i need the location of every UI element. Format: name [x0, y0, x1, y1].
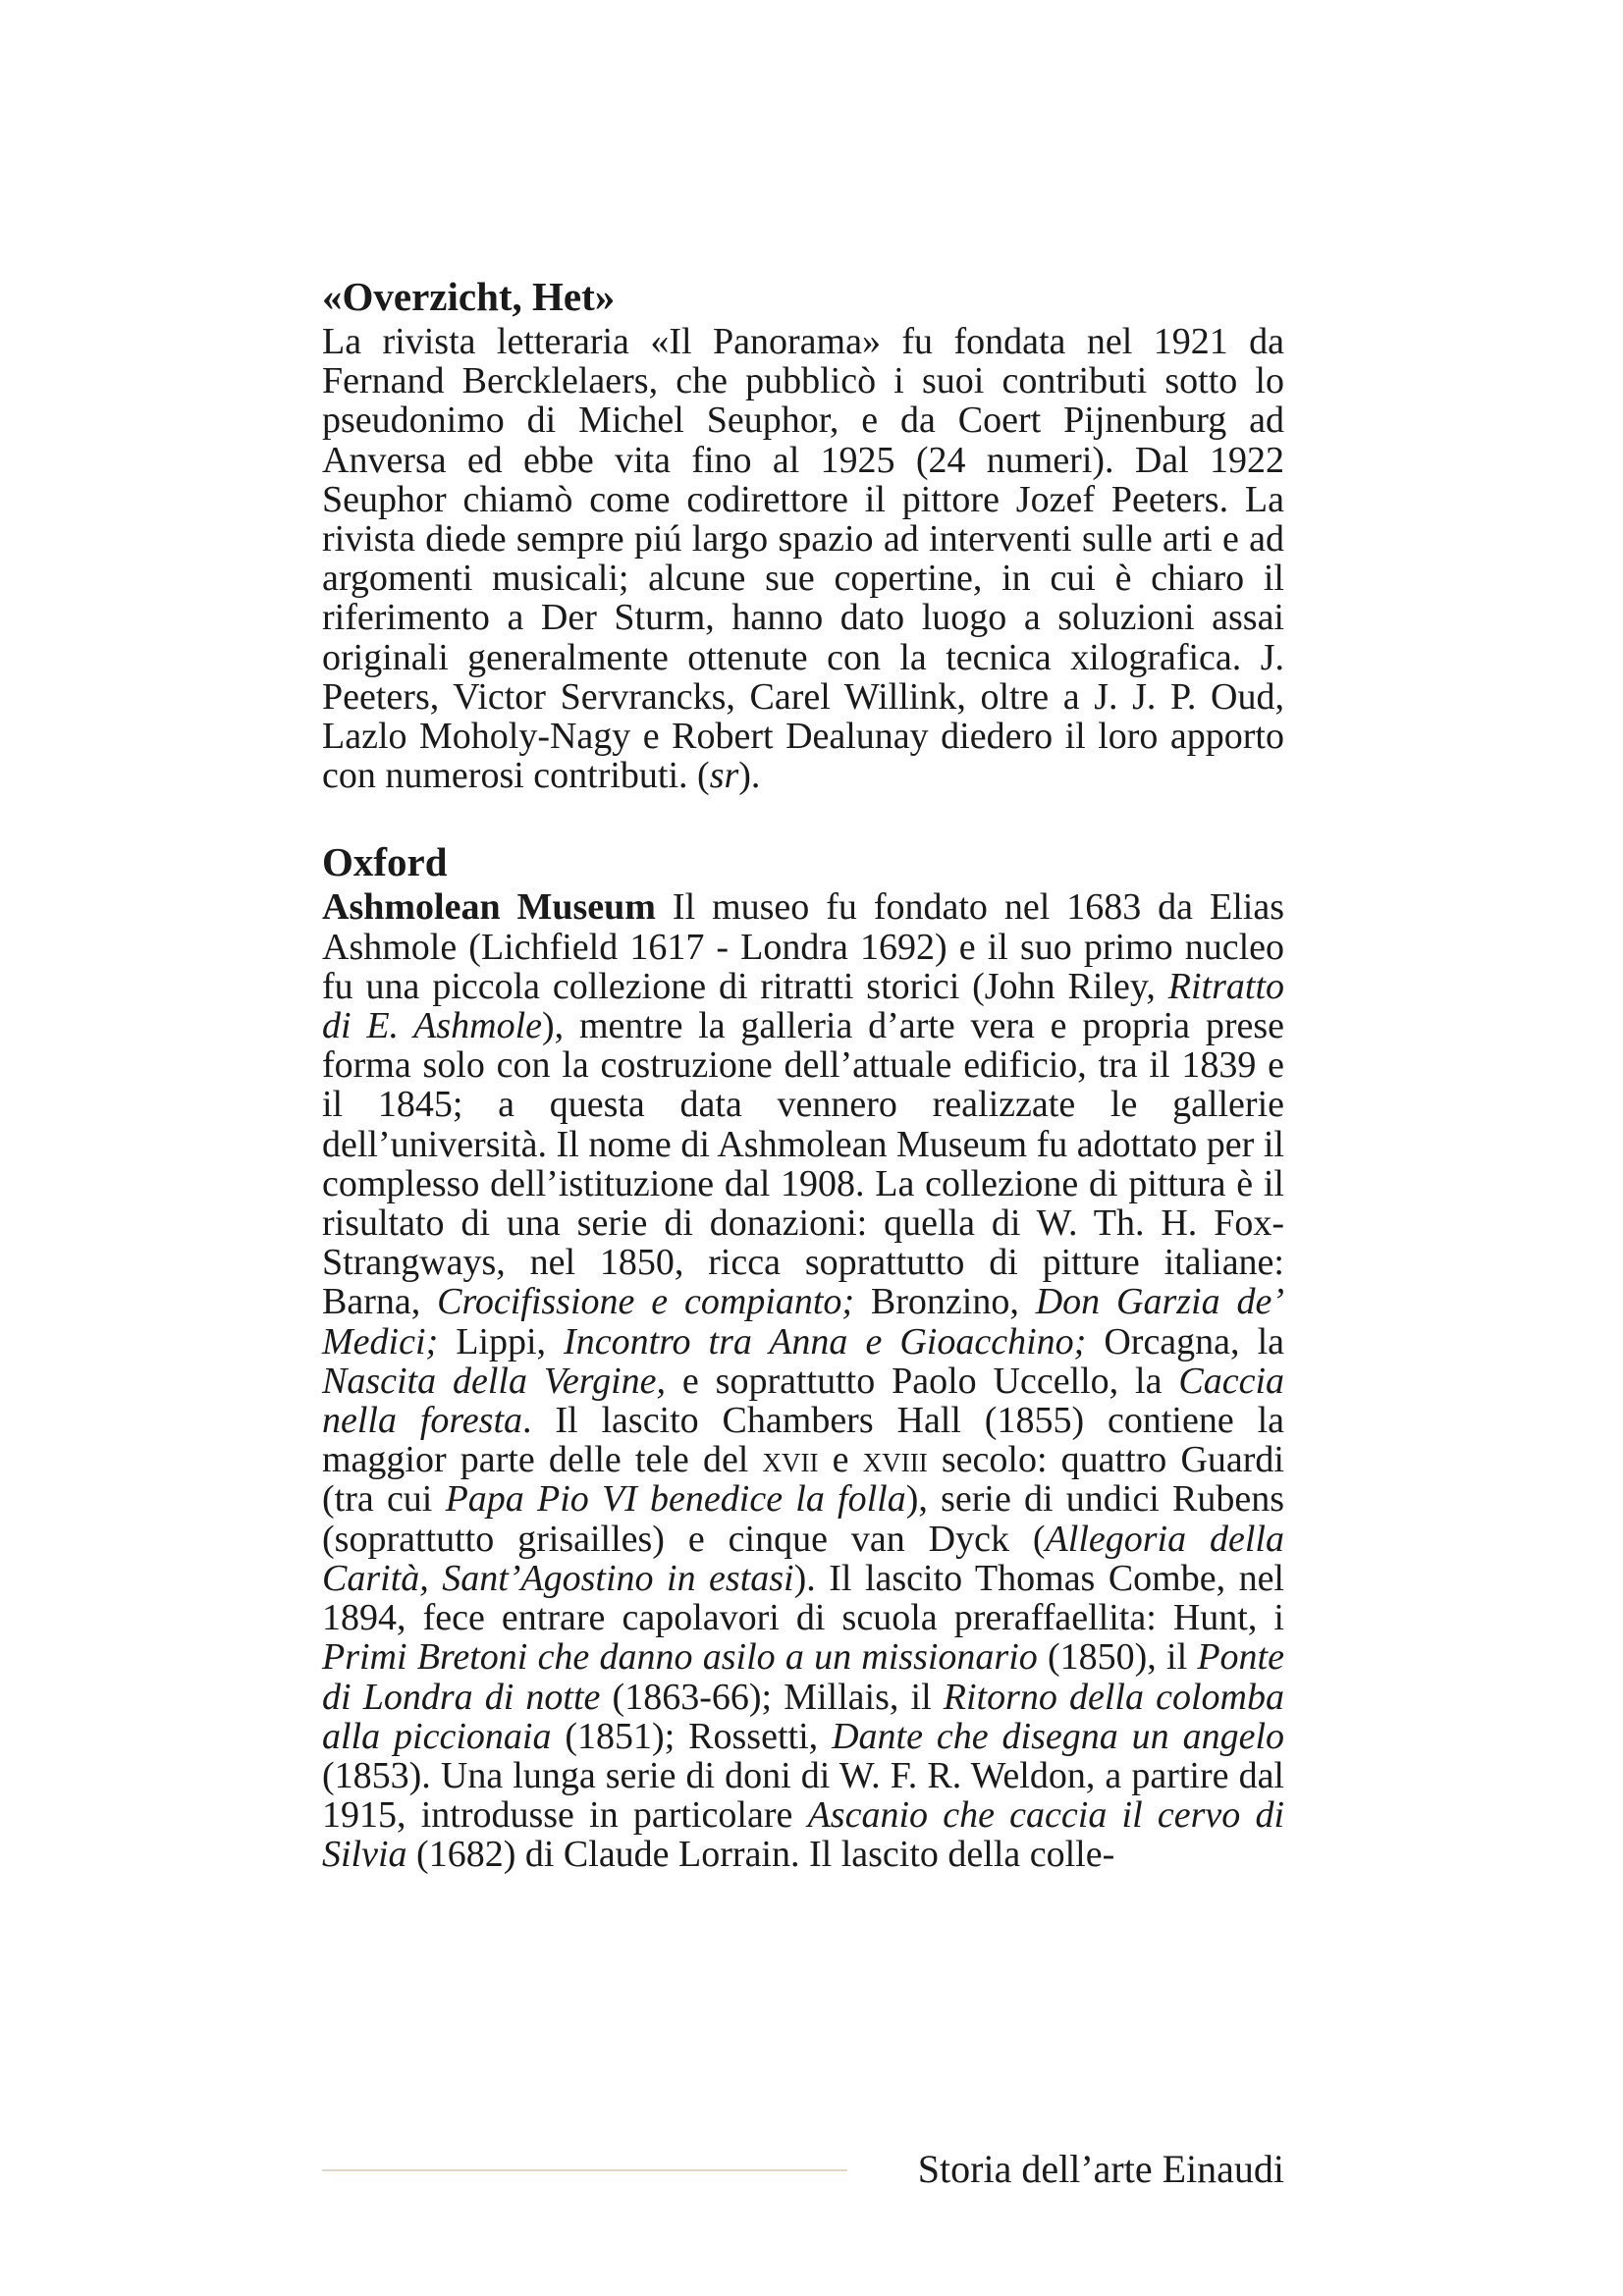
text-run: Bronzino, — [854, 1281, 1036, 1323]
text-run: ), serie di undici Rubens (soprattutto grisailles) e cinque van Dyck ( — [322, 1478, 1284, 1560]
smallcaps-run: xviii — [862, 1439, 928, 1481]
italic-run: Crocifissione e compianto; — [437, 1281, 855, 1323]
italic-run: sr — [709, 755, 739, 797]
italic-run: Ritratto di E. Ashmole — [322, 965, 1284, 1047]
text-run: Orcagna, la — [1086, 1320, 1284, 1362]
entry-body — [322, 887, 1284, 1874]
text-run: (1863-66); Millais, il — [600, 1676, 944, 1718]
page-footer — [322, 2146, 1284, 2195]
bold-run: Ashmolean Museum — [322, 886, 656, 929]
text-run: . Il lascito Chambers Hall (1855) contiene la maggior parte delle tele del — [322, 1400, 1284, 1481]
entry-overzicht — [322, 273, 1284, 795]
italic-run: Dante che disegna un angelo — [832, 1715, 1284, 1757]
italic-run: Ritorno della colomba alla piccionaia — [322, 1676, 1284, 1757]
italic-run: Primi Bretoni che danno asilo a un missionario — [322, 1636, 1038, 1679]
text-run: (1851); Rossetti, — [551, 1715, 833, 1757]
italic-run: Caccia nella foresta — [322, 1360, 1284, 1442]
text-run: ). Il lascito Thomas Combe, nel 1894, fece entrare capolavori di scuola preraffaellita: Hunt, i — [322, 1557, 1284, 1639]
italic-run: Ascanio che caccia il cervo di Silvia — [322, 1794, 1285, 1876]
italic-run: Don Garzia de’ Medici; — [322, 1281, 1284, 1362]
text-run: e soprattutto Paolo Uccello, la — [666, 1360, 1179, 1402]
italic-run: Incontro tra Anna e Gioacchino; — [564, 1320, 1087, 1362]
footer-publisher: Storia dell’arte Einaudi — [917, 2147, 1284, 2191]
footer-rule — [322, 2169, 847, 2171]
page-content — [322, 273, 1284, 1875]
text-run: La rivista letteraria «Il Panorama» fu fondata nel 1921 da Fernand Bercklelaers, che pubblicò i suoi contributi sotto lo pseudonimo di Michel Seuphor, e da Coert Pijnenburg ad Anversa ed ebbe vita fino al 1925 (24 numeri). Dal 1922 Seuphor chiamò come codirettore il pittore Jozef Peeters. La rivista diede sempre piú largo spazio ad interventi sulle arti e ad argomenti musicali; alcune sue copertine, in cui è chiaro il riferimento a Der Sturm, hanno dato luogo a soluzioni assai originali generalmente ottenute con la tecnica xilografica. J. Peeters, Victor Servrancks, Carel Willink, oltre a J. J. P. Oud, Lazlo Moholy-Nagy e Robert Dealunay diedero il loro apporto con numerosi contributi. ( — [322, 321, 1284, 797]
text-run: Lippi, — [438, 1320, 565, 1362]
italic-run: Papa Pio VI benedice la folla — [445, 1478, 906, 1521]
text-run: Il museo fu fondato nel 1683 da Elias Ashmole (Lichfield 1617 - Londra 1692) e il suo primo nucleo fu una piccola collezione di ritratti storici (John Riley, — [322, 886, 1284, 1007]
italic-run: Allegoria della Carità, Sant’Agostino in estasi — [322, 1518, 1284, 1599]
text-run: (1682) di Claude Lorrain. Il lascito della colle- — [406, 1834, 1115, 1876]
text-run: ). — [738, 755, 761, 797]
text-run: (1850), il — [1037, 1636, 1198, 1679]
italic-run: Nascita della Vergine, — [322, 1360, 667, 1402]
italic-run: Ponte di Londra di notte — [322, 1636, 1284, 1718]
smallcaps-run: xvii — [762, 1439, 819, 1481]
entry-title: Oxford — [322, 839, 448, 885]
entry-body — [322, 322, 1284, 795]
text-run: e — [818, 1439, 863, 1481]
entry-oxford — [322, 838, 1284, 1874]
text-run: ), mentre la galleria d’arte vera e propria prese forma solo con la costruzione dell’attuale edificio, tra il 1839 e il 1845; a questa data vennero realizzate le gallerie dell’università. Il nome di Ashmolean Museum fu adottato per il complesso dell’istituzione dal 1908. La collezione di pittura è il risultato di una serie di donazioni: quella di W. Th. H. Fox-Strangways, nel 1850, ricca soprattutto di pitture italiane: Barna, — [322, 1005, 1285, 1323]
text-run: secolo: quattro Guardi (tra cui — [322, 1439, 1284, 1521]
entry-title: «Overzicht, Het» — [322, 274, 616, 319]
text-run: (1853). Una lunga serie di doni di W. F. R. Weldon, a partire dal 1915, introdusse in particolare — [322, 1754, 1284, 1837]
